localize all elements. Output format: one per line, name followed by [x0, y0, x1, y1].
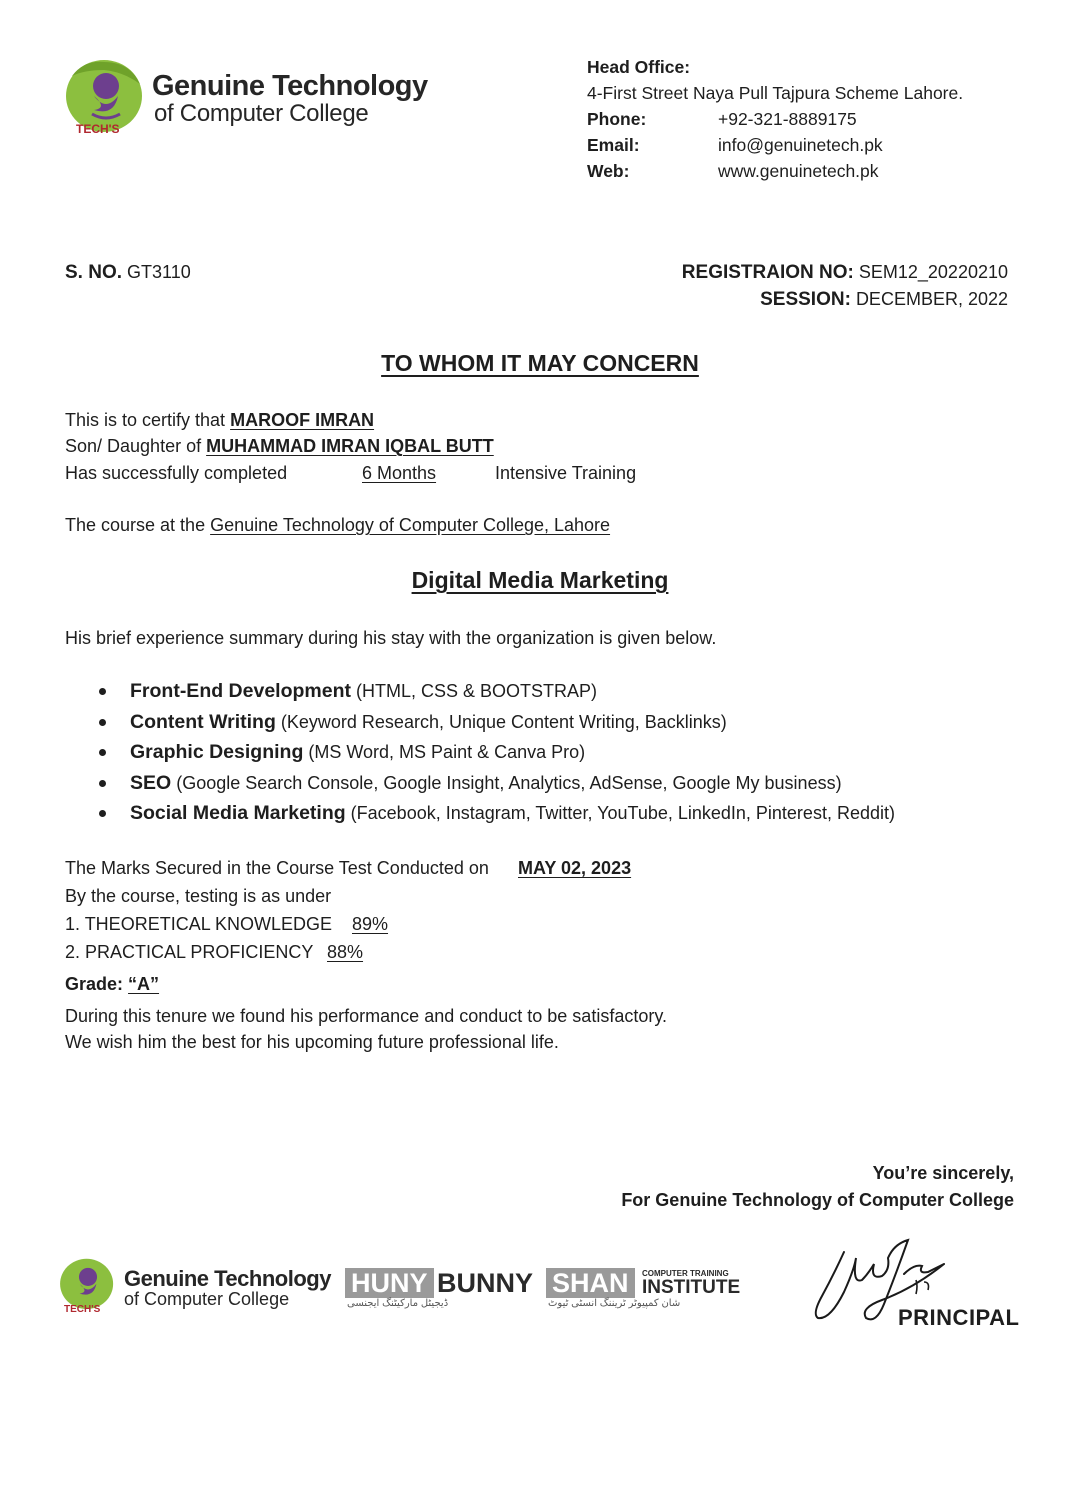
grade-label: Grade:	[65, 974, 124, 994]
parent-name: MUHAMMAD IMRAN IQBAL BUTT	[206, 436, 494, 456]
shan-urdu-text: شان کمپیوٹر ٹریننگ انسٹی ٹیوٹ	[548, 1298, 681, 1309]
certify-line-1	[65, 407, 374, 433]
bullet-icon	[99, 749, 106, 756]
college-logo-line2: of Computer College	[154, 100, 369, 127]
closing-line-1: During this tenure we found his performance and conduct to be satisfactory.	[65, 1006, 667, 1026]
training-type: Intensive Training	[495, 463, 637, 483]
list-item	[65, 737, 1025, 768]
theoretical-row	[65, 911, 465, 937]
huny-bunny-logo	[345, 1268, 535, 1312]
skill-name: Social Media Marketing	[130, 802, 346, 824]
bullet-icon	[99, 810, 106, 817]
marks-by-course: By the course, testing is as under	[65, 886, 332, 906]
college-logo-badge: TECH'S	[76, 122, 120, 136]
theoretical-score: 89%	[352, 914, 389, 934]
shan-institute-logo	[546, 1268, 741, 1312]
email-row	[587, 132, 1047, 158]
document-title: TO WHOM IT MAY CONCERN	[381, 350, 699, 376]
bunny-text: BUNNY	[437, 1268, 534, 1298]
completed-prefix: Has successfully completed	[65, 463, 288, 483]
certify-prefix: This is to certify that	[65, 410, 226, 430]
serial-number	[65, 262, 191, 284]
college-logo-line1: Genuine Technology	[152, 70, 428, 102]
phone-value: +92-321-8889175	[718, 109, 857, 129]
certify-line-3	[65, 460, 765, 486]
skills-list	[65, 676, 1025, 829]
email-value: info@genuinetech.pk	[718, 135, 883, 155]
skill-name: Front-End Development	[130, 680, 352, 702]
theoretical-label: 1. THEORETICAL KNOWLEDGE	[65, 914, 333, 934]
skill-name: Graphic Designing	[130, 741, 304, 763]
web-label: Web:	[587, 161, 630, 181]
registration-label: REGISTRAION NO:	[681, 262, 854, 283]
college-name: Genuine Technology of Computer College, Lahore	[210, 515, 611, 535]
head-office-heading: Head Office:	[587, 57, 691, 77]
course-college-line	[65, 512, 610, 538]
email-label: Email:	[587, 135, 640, 155]
practical-score: 88%	[327, 942, 364, 962]
bullet-icon	[99, 688, 106, 695]
phone-label: Phone:	[587, 109, 647, 129]
shan-institute-text: INSTITUTE	[642, 1277, 741, 1298]
list-item	[65, 798, 1025, 829]
footer-college-badge: TECH'S	[64, 1304, 101, 1315]
closing-line-2: We wish him the best for his upcoming future professional life.	[65, 1032, 559, 1052]
shan-top-text: COMPUTER TRAINING	[642, 1269, 729, 1278]
skill-detail: (HTML, CSS & BOOTSTRAP)	[356, 681, 598, 701]
huny-text: HUNY	[345, 1268, 434, 1298]
skill-name: Content Writing	[130, 710, 276, 733]
course-duration: 6 Months	[362, 463, 437, 483]
footer-college-line1: Genuine Technology	[124, 1266, 331, 1291]
footer-college-logo	[58, 1256, 338, 1320]
skill-name: SEO	[130, 771, 172, 794]
shan-text: SHAN	[546, 1268, 635, 1298]
certify-line-2	[65, 433, 494, 459]
signoff-line-1: You’re sincerely,	[872, 1163, 1014, 1183]
parent-prefix: Son/ Daughter of	[65, 436, 202, 456]
grade-row	[65, 971, 159, 997]
session	[760, 289, 1008, 311]
skill-detail: (Google Search Console, Google Insight, Analytics, AdSense, Google My business)	[176, 772, 842, 793]
huny-urdu-text: ڈیجیٹل مارکیٹنگ ایجنسی	[347, 1298, 449, 1309]
college-logo	[64, 56, 434, 142]
skill-detail: (MS Word, MS Paint & Canva Pro)	[308, 742, 586, 762]
course-prefix: The course at the	[65, 515, 206, 535]
skill-detail: (Facebook, Instagram, Twitter, YouTube, LinkedIn, Pinterest, Reddit)	[350, 803, 895, 823]
list-item	[65, 768, 1025, 799]
student-name: MAROOF IMRAN	[230, 410, 375, 430]
test-date: MAY 02, 2023	[518, 858, 632, 878]
grade-value: “A”	[128, 974, 160, 994]
web-row	[587, 158, 1047, 184]
list-item	[65, 707, 1025, 738]
phone-row	[587, 106, 1047, 132]
head-office-block	[587, 54, 1047, 184]
session-label: SESSION:	[760, 289, 851, 310]
web-value: www.genuinetech.pk	[718, 161, 879, 181]
head-office-address: 4-First Street Naya Pull Tajpura Scheme Lahore.	[587, 83, 964, 103]
footer-college-line2: of Computer College	[124, 1289, 290, 1309]
principal-label: PRINCIPAL	[898, 1305, 1020, 1330]
signoff-line-2: For Genuine Technology of Computer College	[621, 1190, 1014, 1210]
practical-label: 2. PRACTICAL PROFICIENCY	[65, 942, 314, 962]
session-value: DECEMBER, 2022	[855, 289, 1008, 309]
serial-value: GT3110	[127, 262, 191, 282]
marks-intro	[65, 855, 765, 881]
bullet-icon	[99, 719, 106, 726]
serial-label: S. NO.	[65, 262, 123, 283]
bullet-icon	[99, 780, 106, 787]
skill-detail: (Keyword Research, Unique Content Writing, Backlinks)	[280, 711, 727, 732]
summary-intro: His brief experience summary during his stay with the organization is given below.	[65, 628, 717, 648]
course-title: Digital Media Marketing	[411, 567, 669, 593]
marks-intro-text: The Marks Secured in the Course Test Conducted on	[65, 858, 489, 878]
practical-row	[65, 939, 465, 965]
registration-value: SEM12_20220210	[858, 262, 1008, 282]
list-item	[65, 676, 1025, 707]
registration-number	[682, 262, 1008, 284]
